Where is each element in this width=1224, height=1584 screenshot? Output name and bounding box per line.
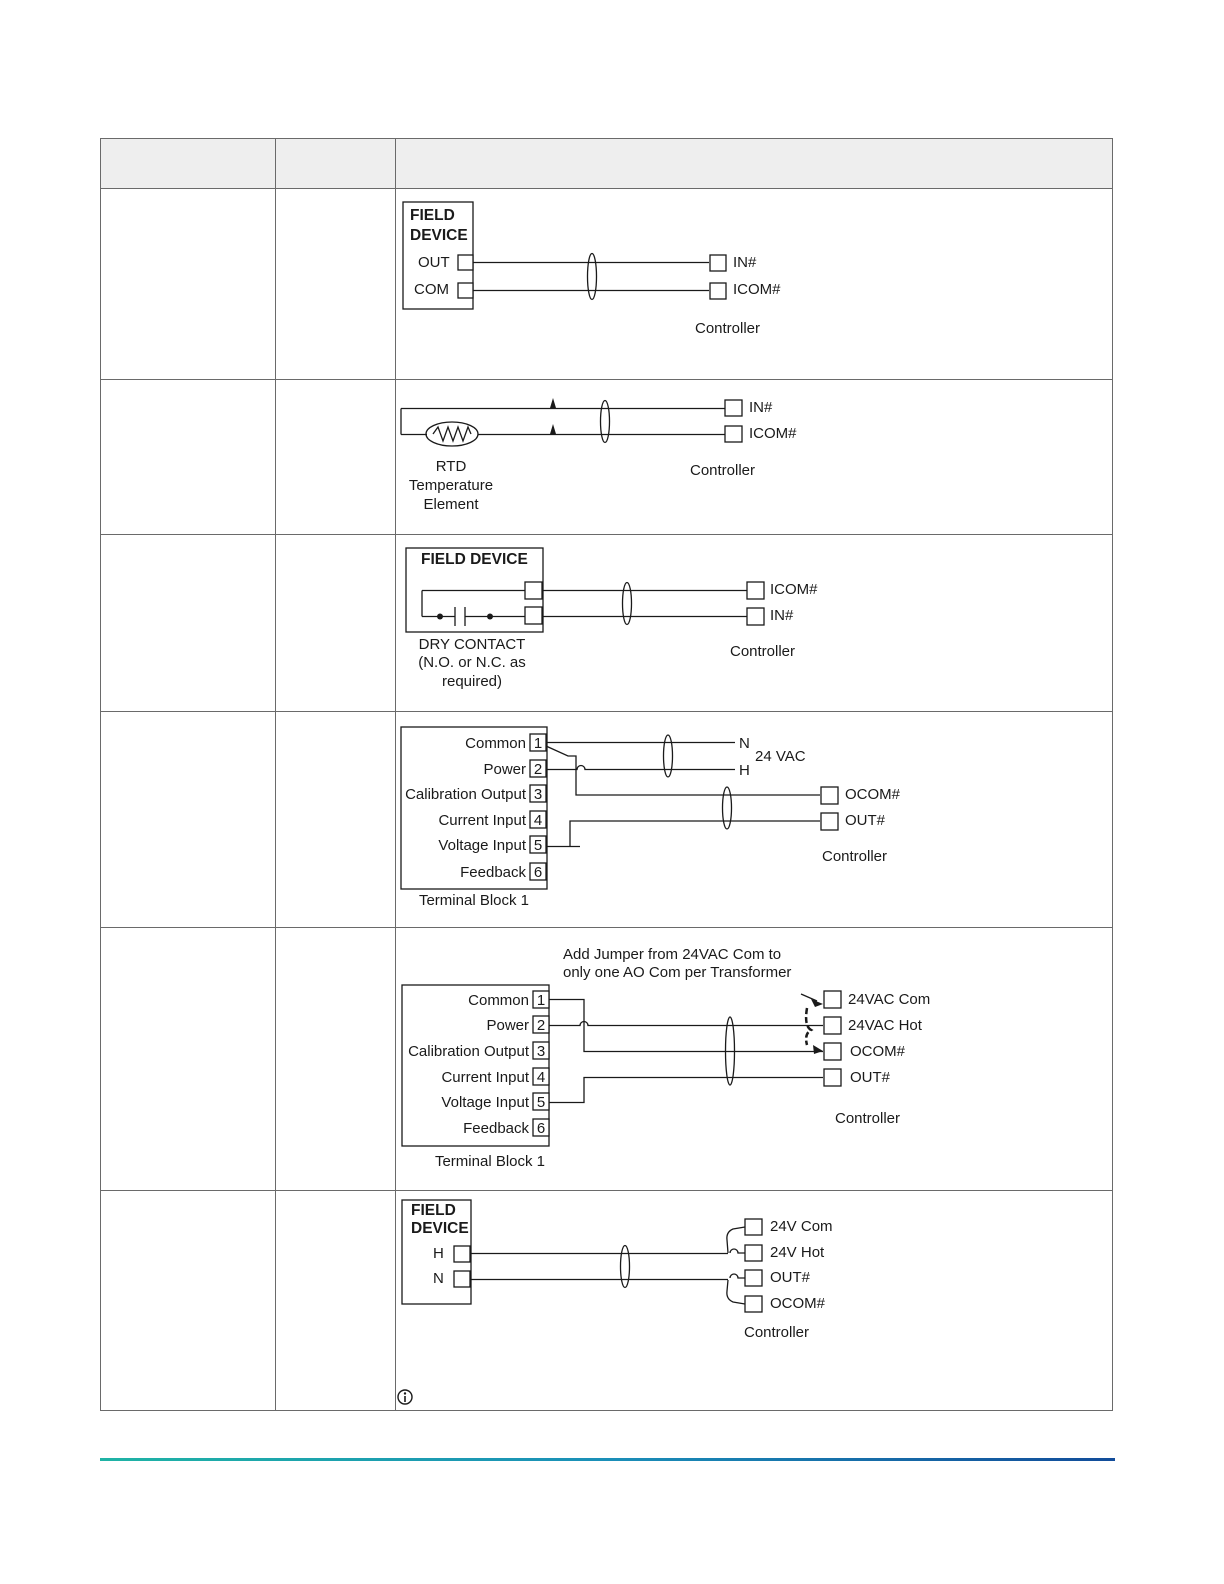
terminal-label: Feedback — [460, 864, 526, 881]
com-terminal-label: COM — [414, 281, 449, 298]
controller-label: Controller — [695, 320, 761, 337]
shield-ellipse — [621, 1246, 630, 1288]
com24-terminal-label: 24VAC Com — [848, 991, 931, 1008]
diagram-rtd-input — [401, 398, 797, 513]
terminal-block-label: Terminal Block 1 — [418, 892, 530, 909]
diagram-voltage-input — [403, 202, 781, 337]
device-terminal-out — [458, 255, 473, 270]
terminal-label: Voltage Input — [441, 1094, 529, 1111]
terminal-label: Feedback — [463, 1120, 529, 1137]
supply-label: 24 VAC — [755, 748, 806, 765]
contact-dot-right — [487, 614, 493, 620]
hot-label: H — [433, 1245, 444, 1262]
terminal-label: Common — [468, 992, 529, 1009]
device-title-line-2: DEVICE — [411, 1220, 469, 1237]
controller-terminal-in — [725, 400, 742, 416]
diagram-analog-output-controller-24vac — [402, 946, 930, 1170]
shield-ellipse — [601, 401, 610, 443]
terminal-label: Current Input — [438, 812, 526, 829]
controller-label: Controller — [730, 643, 796, 660]
controller-terminal-24vac-com — [824, 991, 841, 1008]
controller-terminal-24v-com — [745, 1219, 762, 1235]
rtd-label-line-3: Element — [423, 496, 479, 513]
neutral-label: N — [433, 1270, 444, 1287]
device-terminal-2 — [525, 607, 542, 624]
terminal-number: 1 — [533, 735, 543, 752]
terminal-label: Power — [486, 1017, 529, 1034]
terminal-number: 3 — [533, 786, 543, 803]
rtd-label-line-1: RTD — [435, 458, 467, 475]
hot24-terminal-label: 24VAC Hot — [848, 1017, 922, 1034]
jumper-note-line-1: Add Jumper from 24VAC Com to — [563, 946, 782, 963]
controller-terminal-ocom — [745, 1296, 762, 1312]
ocom-terminal-label: OCOM# — [770, 1295, 826, 1312]
controller-terminal-ocom — [821, 787, 838, 804]
controller-terminal-out — [824, 1069, 841, 1086]
controller-terminal-icom — [710, 283, 726, 299]
shield-ellipse-supply — [664, 735, 673, 777]
footer-rule — [100, 1458, 1115, 1461]
terminal-label: Current Input — [441, 1069, 529, 1086]
shield-ellipse — [588, 254, 597, 300]
icom-terminal-label: ICOM# — [733, 281, 781, 298]
controller-terminal-24vac-hot — [824, 1017, 841, 1034]
device-terminal-n — [454, 1271, 470, 1287]
out-terminal-label: OUT — [418, 254, 450, 271]
rtd-element — [426, 422, 478, 446]
in-terminal-label: IN# — [749, 399, 773, 416]
terminal-number: 5 — [536, 1094, 546, 1111]
icom-terminal-label: ICOM# — [749, 425, 797, 442]
icom-terminal-label: ICOM# — [770, 581, 818, 598]
terminal-number: 3 — [536, 1043, 546, 1060]
ferrite-marker-top — [550, 398, 556, 408]
in-terminal-label: IN# — [733, 254, 757, 271]
device-terminal-com — [458, 283, 473, 298]
controller-label: Controller — [835, 1110, 901, 1127]
info-circle-icon — [398, 1390, 412, 1404]
controller-terminal-icom — [725, 426, 742, 442]
in-terminal-label: IN# — [770, 607, 794, 624]
ferrite-marker-bottom — [550, 424, 556, 434]
contact-label-line-2: (N.O. or N.C. as — [418, 654, 526, 671]
shield-ellipse — [623, 583, 632, 625]
device-terminal-h — [454, 1246, 470, 1262]
controller-label: Controller — [822, 848, 888, 865]
controller-label: Controller — [744, 1324, 810, 1341]
terminal-label: Common — [465, 735, 526, 752]
controller-label: Controller — [690, 462, 756, 479]
contact-dot-left — [437, 614, 443, 620]
controller-terminal-out — [821, 813, 838, 830]
terminal-block-label: Terminal Block 1 — [434, 1153, 546, 1170]
com24-terminal-label: 24V Com — [770, 1218, 833, 1235]
jumper-arrow-bottom — [813, 1045, 823, 1054]
contact-label-line-3: required) — [441, 673, 503, 690]
hot24-terminal-label: 24V Hot — [770, 1244, 825, 1261]
terminal-label: Voltage Input — [438, 837, 526, 854]
controller-terminal-icom — [747, 582, 764, 599]
shield-ellipse-output — [723, 787, 732, 829]
neutral-label: N — [739, 735, 750, 752]
device-terminal-1 — [525, 582, 542, 599]
terminal-number: 4 — [536, 1069, 546, 1086]
terminal-number: 5 — [533, 837, 543, 854]
device-title-line-1: FIELD — [411, 1202, 456, 1219]
diagram-binary-output-triac — [398, 1200, 833, 1404]
diagram-analog-output-external-24vac — [401, 727, 901, 909]
controller-terminal-out — [745, 1270, 762, 1286]
device-title-line-2: DEVICE — [410, 227, 468, 244]
out-terminal-label: OUT# — [845, 812, 886, 829]
terminal-number: 6 — [536, 1120, 546, 1137]
out-terminal-label: OUT# — [770, 1269, 811, 1286]
rtd-label-line-2: Temperature — [408, 477, 494, 494]
device-title-line-1: FIELD — [410, 207, 455, 224]
table-header-row — [101, 139, 1112, 188]
controller-terminal-ocom — [824, 1043, 841, 1060]
terminal-number: 2 — [536, 1017, 546, 1034]
out-terminal-label: OUT# — [850, 1069, 891, 1086]
terminal-number: 4 — [533, 812, 543, 829]
controller-terminal-in — [710, 255, 726, 271]
terminal-label: Calibration Output — [408, 1043, 529, 1060]
jumper-arrow-top — [811, 999, 823, 1007]
contact-label-line-1: DRY CONTACT — [418, 636, 526, 653]
jumper-wire — [806, 1008, 811, 1045]
terminal-number: 1 — [536, 992, 546, 1009]
ocom-terminal-label: OCOM# — [850, 1043, 906, 1060]
terminal-label: Power — [483, 761, 526, 778]
table-grid — [101, 139, 1113, 1412]
jumper-note-line-2: only one AO Com per Transformer — [563, 964, 792, 981]
terminal-number: 2 — [533, 761, 543, 778]
hot-label: H — [739, 762, 750, 779]
terminal-number: 6 — [533, 864, 543, 881]
controller-terminal-in — [747, 608, 764, 625]
diagram-dry-contact-input — [406, 548, 818, 690]
device-title: FIELD DEVICE — [421, 551, 528, 568]
controller-terminal-24v-hot — [745, 1245, 762, 1261]
terminal-label: Calibration Output — [405, 786, 526, 803]
ocom-terminal-label: OCOM# — [845, 786, 901, 803]
